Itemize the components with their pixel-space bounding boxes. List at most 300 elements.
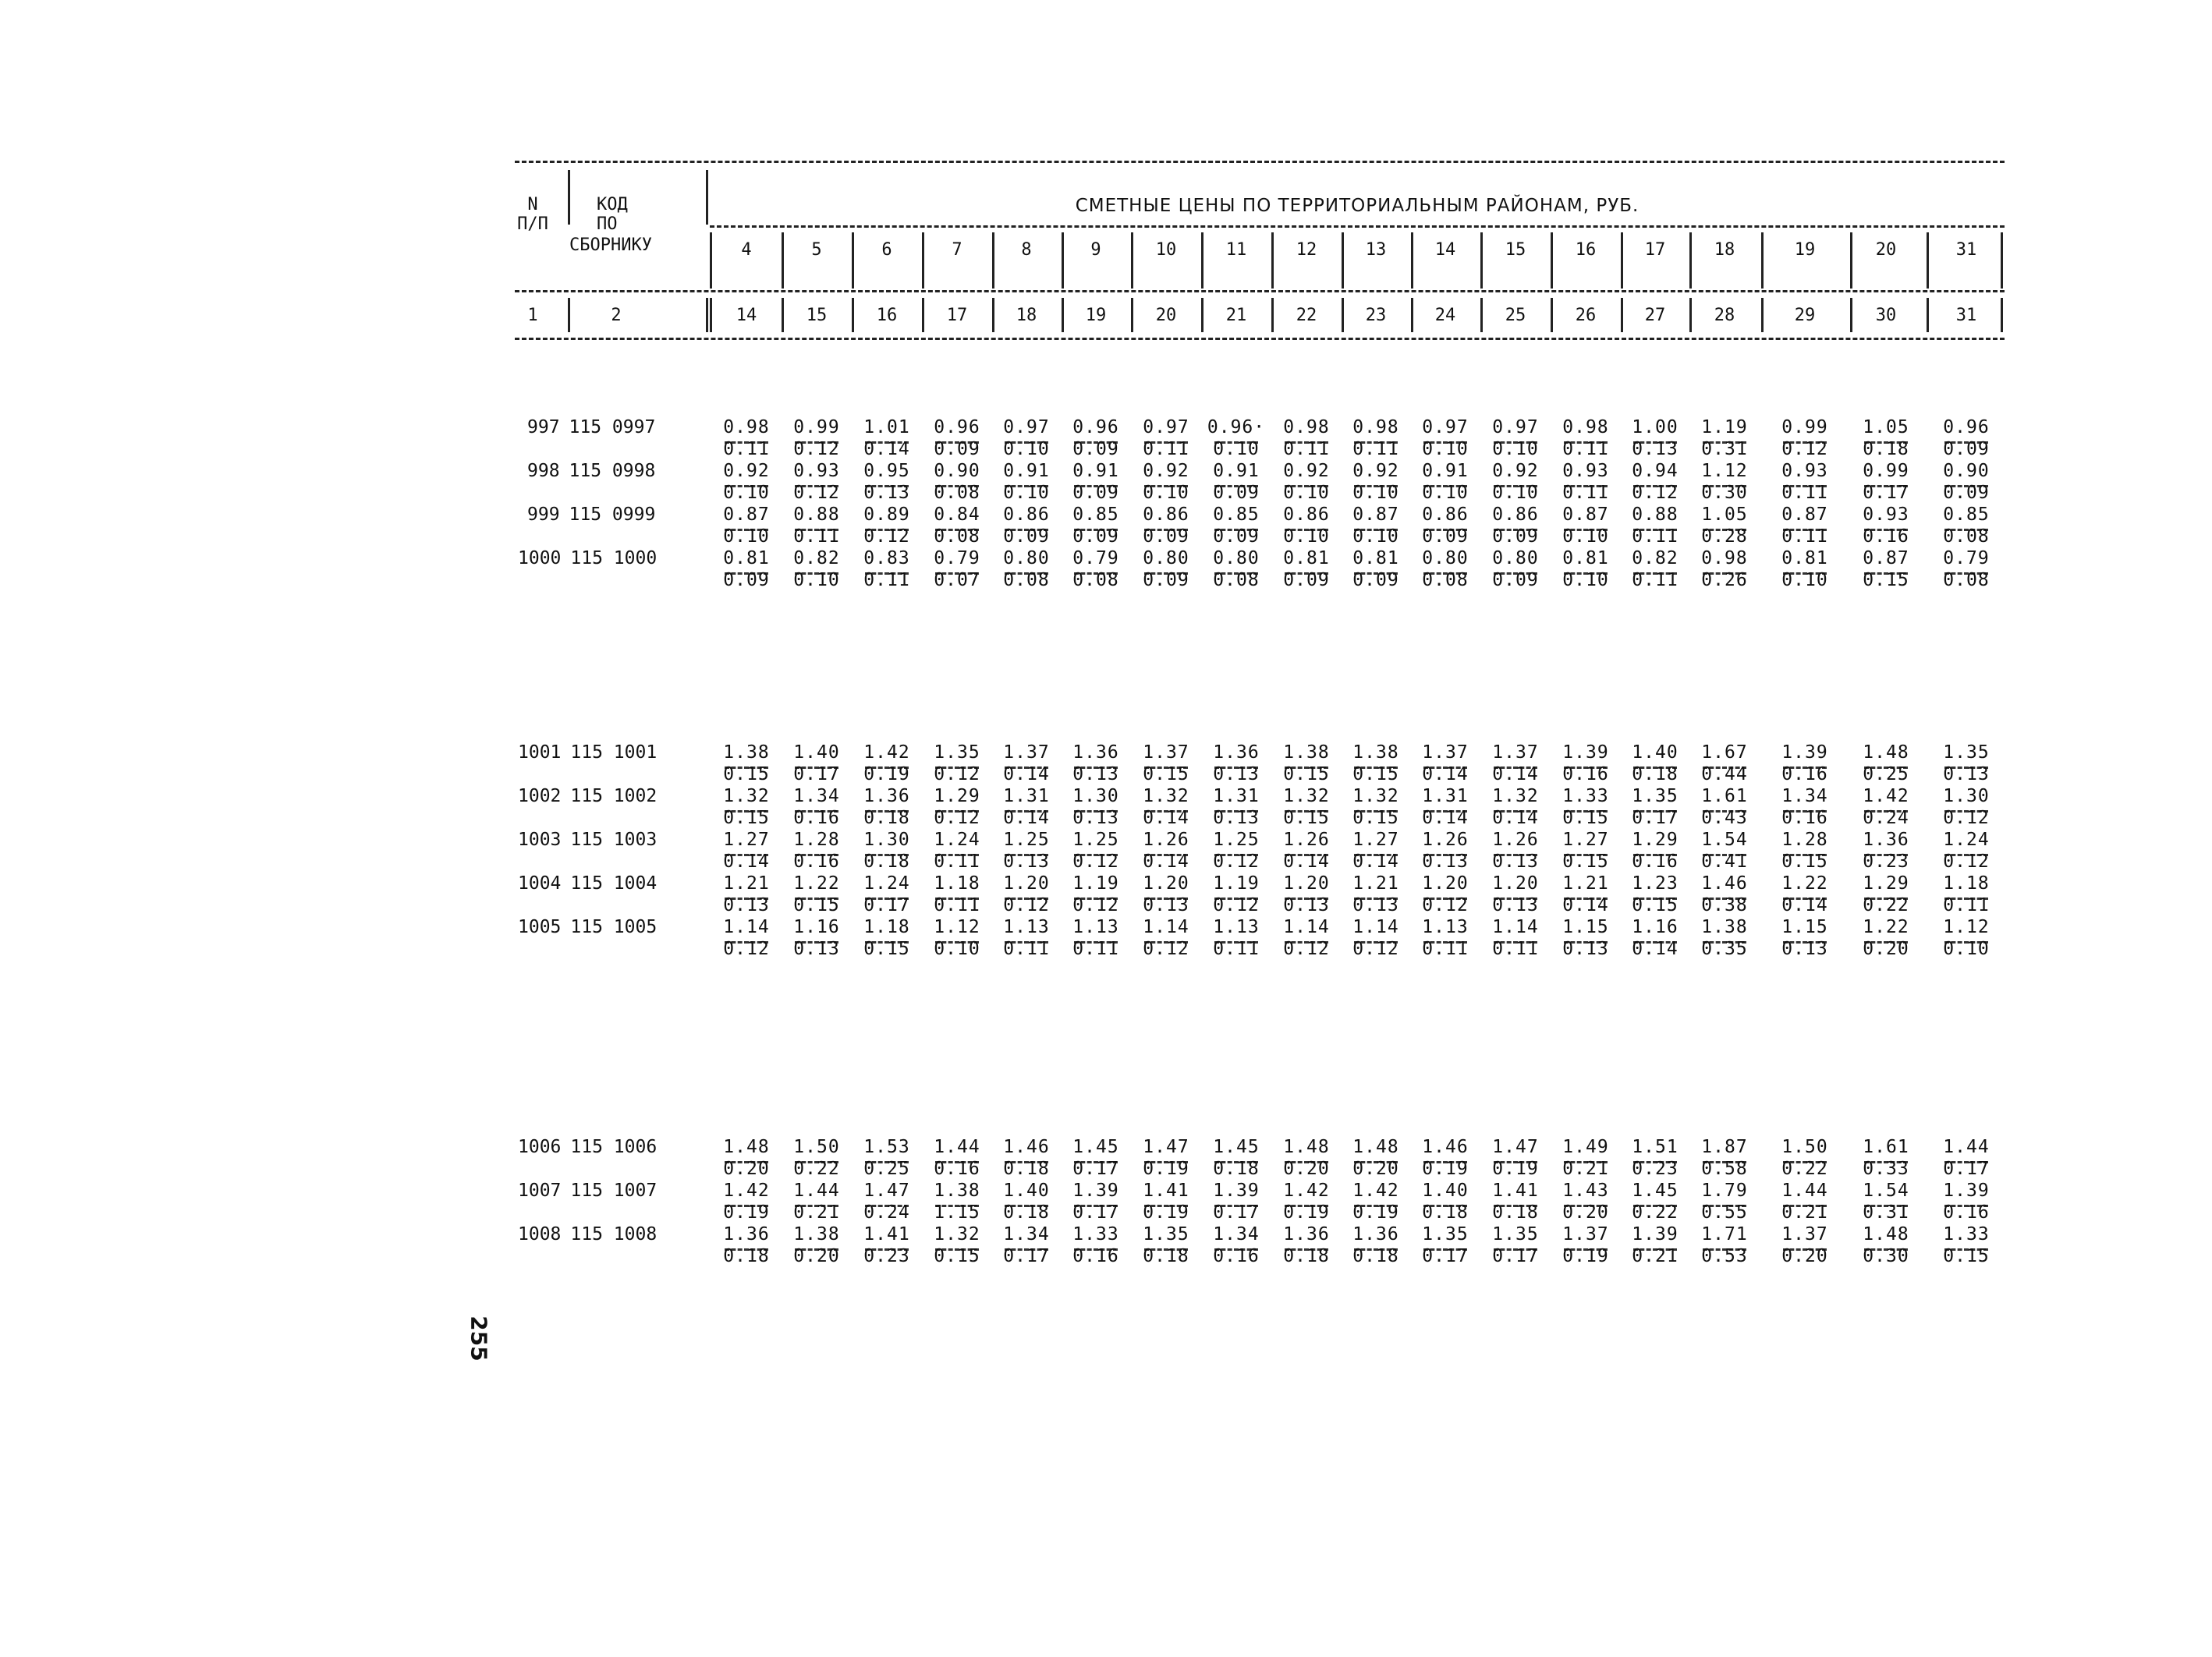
row-code: 115 0998: [569, 461, 656, 481]
price-cell: 0.93: [1863, 505, 1909, 525]
price-cell: 0.10: [723, 483, 770, 503]
price-cell: 1.45: [1072, 1137, 1119, 1157]
price-cell: 1.18: [863, 917, 910, 937]
index-cell-16: 16: [876, 306, 898, 325]
row-label: [518, 1224, 657, 1245]
index-cell-2: 2: [611, 306, 622, 325]
price-cell: 0.15: [1143, 764, 1189, 784]
price-cell: 0.82: [793, 548, 840, 568]
price-cell: 0.20: [723, 1159, 770, 1179]
price-cell: 0.09: [1352, 570, 1399, 590]
price-cell: 1.26: [1143, 830, 1189, 850]
district-header-20: 20: [1875, 240, 1897, 260]
price-cell: 0.86: [1492, 505, 1539, 525]
district-vbar: [1551, 232, 1553, 289]
index-vbar: [710, 298, 712, 332]
row-code: 115 1008: [570, 1224, 658, 1245]
price-cell: 0.13: [1632, 439, 1678, 459]
price-cell: 1.42: [1352, 1181, 1399, 1201]
price-cell: 0.17: [1213, 1202, 1260, 1223]
price-cell: 0.19: [1283, 1202, 1330, 1223]
price-cell: 0.17: [863, 895, 910, 915]
price-cell: 0.14: [1562, 895, 1609, 915]
index-vbar: [922, 298, 924, 332]
index-vbar: [782, 298, 784, 332]
price-cell: 0.13: [1352, 895, 1399, 915]
price-cell: 1.30: [1943, 786, 1990, 806]
price-cell: 0.12: [863, 526, 910, 547]
price-cell: 1.71: [1701, 1224, 1748, 1245]
price-cell: 0.18: [863, 852, 910, 872]
price-cell: 0.18: [1422, 1202, 1469, 1223]
price-cell: 1.27: [1562, 830, 1609, 850]
price-cell: 0.09: [1072, 483, 1119, 503]
price-cell: 0.10: [1492, 439, 1539, 459]
price-cell: 0.12: [793, 483, 840, 503]
price-cell: 0.20: [1352, 1159, 1399, 1179]
price-cell: 0.98: [1283, 417, 1330, 437]
price-cell: 0.12: [1283, 939, 1330, 959]
price-cell: 0.17: [1632, 808, 1678, 828]
price-cell: 0.10: [1213, 439, 1260, 459]
price-cell: 0.97: [1143, 417, 1189, 437]
header-bottom-rule: [515, 338, 2005, 340]
row-number: 999: [527, 505, 560, 525]
district-header-13: 13: [1365, 240, 1387, 260]
price-cell: 0.87: [1352, 505, 1399, 525]
index-vbar: [2001, 298, 2003, 332]
price-cell: 0.19: [723, 1202, 770, 1223]
price-cell: 1.01: [863, 417, 910, 437]
district-vbar: [1621, 232, 1623, 289]
price-cell: 0.92: [1143, 461, 1189, 481]
price-cell: 1.35: [1943, 742, 1990, 763]
price-cell: 0.15: [863, 939, 910, 959]
price-cell: 0.19: [1422, 1159, 1469, 1179]
price-cell: 0.15: [1352, 764, 1399, 784]
index-cell-20: 20: [1155, 306, 1177, 325]
price-cell: 0.25: [863, 1159, 910, 1179]
price-cell: 1.39: [1943, 1181, 1990, 1201]
price-cell: 0.18: [1632, 764, 1678, 784]
district-header-19: 19: [1794, 240, 1816, 260]
price-cell: 0.83: [863, 548, 910, 568]
price-cell: 0.12: [1003, 895, 1050, 915]
price-cell: 0.98: [1352, 417, 1399, 437]
price-cell: 1.27: [723, 830, 770, 850]
price-cell: 1.14: [1352, 917, 1399, 937]
price-cell: 0.80: [1422, 548, 1469, 568]
price-cell: 0.08: [1422, 570, 1469, 590]
row-number: 1003: [518, 830, 562, 850]
price-cell: 1.30: [863, 830, 910, 850]
index-cell-21: 21: [1225, 306, 1247, 325]
price-cell: 0.96: [1072, 417, 1119, 437]
price-cell: 1.35: [1492, 1224, 1539, 1245]
price-cell: 1.34: [793, 786, 840, 806]
district-header-15: 15: [1505, 240, 1526, 260]
price-cell: 1.37: [1492, 742, 1539, 763]
index-vbar: [1201, 298, 1203, 332]
price-cell: 0.19: [1492, 1159, 1539, 1179]
district-header-10: 10: [1155, 240, 1177, 260]
price-cell: 0.15: [1943, 1246, 1990, 1266]
header-code-line2: ПО: [597, 214, 618, 234]
price-cell: 0.15: [934, 1246, 980, 1266]
index-vbar: [1927, 298, 1929, 332]
header-code-line3: СБОРНИКУ: [569, 235, 652, 255]
price-cell: 1.40: [1632, 742, 1678, 763]
index-vbar: [1621, 298, 1623, 332]
price-cell: 0.93: [1781, 461, 1828, 481]
district-vbar: [1411, 232, 1413, 289]
price-cell: 0.13: [1072, 764, 1119, 784]
price-cell: 1.28: [793, 830, 840, 850]
price-cell: 1.33: [1072, 1224, 1119, 1245]
price-cell: 0.19: [1352, 1202, 1399, 1223]
district-rule: [710, 225, 2005, 228]
row-number: 1005: [518, 917, 562, 937]
price-cell: 1.24: [934, 830, 980, 850]
index-cell-22: 22: [1296, 306, 1317, 325]
price-cell: 1.29: [1863, 873, 1909, 894]
price-cell: 1.61: [1863, 1137, 1909, 1157]
price-cell: 0.86: [1143, 505, 1189, 525]
index-cell-29: 29: [1794, 306, 1816, 325]
price-cell: 0.31: [1701, 439, 1748, 459]
price-cell: 0.11: [934, 895, 980, 915]
price-cell: 0.91: [1003, 461, 1050, 481]
price-cell: 0.15: [723, 808, 770, 828]
price-cell: 1.26: [1283, 830, 1330, 850]
price-cell: 0.08: [1003, 570, 1050, 590]
index-vbar: [1342, 298, 1344, 332]
price-cell: 0.16: [1072, 1246, 1119, 1266]
price-cell: 1.14: [723, 917, 770, 937]
price-cell: 1.36: [863, 786, 910, 806]
price-cell: 0.19: [1562, 1246, 1609, 1266]
price-cell: 1.36: [1283, 1224, 1330, 1245]
price-cell: 0.92: [723, 461, 770, 481]
district-header-12: 12: [1296, 240, 1317, 260]
row-label: [518, 1137, 657, 1157]
price-cell: 0.10: [1003, 439, 1050, 459]
row-label: [527, 417, 655, 437]
price-cell: 0.81: [1562, 548, 1609, 568]
price-cell: 0.96·: [1207, 417, 1266, 437]
price-cell: 0.14: [1003, 808, 1050, 828]
price-cell: 0.10: [1352, 526, 1399, 547]
price-cell: 0.22: [1632, 1202, 1678, 1223]
price-cell: 1.38: [934, 1181, 980, 1201]
price-cell: 0.91: [1422, 461, 1469, 481]
price-cell: 1.19: [1701, 417, 1748, 437]
price-cell: 1.34: [1213, 1224, 1260, 1245]
district-header-4: 4: [741, 240, 752, 260]
price-cell: 0.09: [1072, 526, 1119, 547]
price-cell: 0.13: [1003, 852, 1050, 872]
price-cell: 1.24: [1943, 830, 1990, 850]
index-vbar: [1271, 298, 1274, 332]
price-cell: 0.15: [1632, 895, 1678, 915]
price-cell: 1.13: [1003, 917, 1050, 937]
price-cell: 1.53: [863, 1137, 910, 1157]
price-cell: 1.20: [1492, 873, 1539, 894]
header-title: СМЕТНЫЕ ЦЕНЫ ПО ТЕРРИТОРИАЛЬНЫМ РАЙОНАМ, РУБ.: [1075, 196, 1640, 216]
price-cell: 0.14: [1492, 808, 1539, 828]
row-number: 1001: [518, 742, 562, 763]
price-cell: 0.13: [1943, 764, 1990, 784]
row-code: 115 1007: [570, 1181, 658, 1201]
index-vbar: [568, 298, 570, 332]
price-cell: 0.21: [1781, 1202, 1828, 1223]
index-cell-18: 18: [1016, 306, 1037, 325]
price-cell: 1.79: [1701, 1181, 1748, 1201]
price-cell: 0.15: [1562, 852, 1609, 872]
price-cell: 1.49: [1562, 1137, 1609, 1157]
price-cell: 1.25: [1072, 830, 1119, 850]
row-code: 115 0999: [569, 505, 656, 525]
row-code: 115 1003: [570, 830, 658, 850]
index-cell-26: 26: [1575, 306, 1597, 325]
price-cell: 0.13: [1781, 939, 1828, 959]
price-cell: 1.36: [723, 1224, 770, 1245]
price-cell: 1.18: [934, 873, 980, 894]
price-cell: 1.13: [1422, 917, 1469, 937]
price-cell: 1.36: [1213, 742, 1260, 763]
price-cell: 1.20: [1143, 873, 1189, 894]
price-cell: 0.12: [934, 808, 980, 828]
price-cell: 0.13: [1143, 895, 1189, 915]
price-cell: 1.44: [1943, 1137, 1990, 1157]
price-cell: 1.36: [1863, 830, 1909, 850]
price-cell: 0.85: [1072, 505, 1119, 525]
row-number: 1007: [518, 1181, 562, 1201]
index-cell-25: 25: [1505, 306, 1526, 325]
index-vbar: [1850, 298, 1852, 332]
price-cell: 1.32: [1283, 786, 1330, 806]
price-cell: 0.18: [863, 808, 910, 828]
index-cell-28: 28: [1714, 306, 1735, 325]
index-vbar: [1062, 298, 1064, 332]
price-cell: 1.61: [1701, 786, 1748, 806]
price-cell: 1.38: [793, 1224, 840, 1245]
price-cell: 0.87: [1562, 505, 1609, 525]
price-cell: 0.19: [1143, 1159, 1189, 1179]
price-cell: 0.10: [1143, 483, 1189, 503]
row-code: 115 1002: [570, 786, 658, 806]
price-cell: 1.14: [1143, 917, 1189, 937]
price-cell: 0.14: [1003, 764, 1050, 784]
price-cell: 1.26: [1492, 830, 1539, 850]
price-cell: 0.98: [723, 417, 770, 437]
price-cell: 1.21: [1352, 873, 1399, 894]
row-label: [518, 742, 657, 763]
price-cell: 0.12: [1422, 895, 1469, 915]
price-cell: 1.19: [1213, 873, 1260, 894]
price-cell: 0.18: [723, 1246, 770, 1266]
price-cell: 1.20: [1283, 873, 1330, 894]
price-cell: 0.81: [1352, 548, 1399, 568]
price-cell: 0.30: [1701, 483, 1748, 503]
price-cell: 0.28: [1701, 526, 1748, 547]
price-cell: 0.88: [1632, 505, 1678, 525]
price-cell: 1.05: [1701, 505, 1748, 525]
price-cell: 0.82: [1632, 548, 1678, 568]
row-label: [527, 461, 655, 481]
price-cell: 1.48: [1863, 1224, 1909, 1245]
price-cell: 0.13: [1492, 895, 1539, 915]
price-cell: 1.46: [1422, 1137, 1469, 1157]
price-cell: 1.31: [1003, 786, 1050, 806]
price-cell: 0.13: [1072, 808, 1119, 828]
district-vbar: [852, 232, 854, 289]
price-cell: 1.16: [793, 917, 840, 937]
price-cell: 0.15: [1781, 852, 1828, 872]
price-cell: 0.97: [1003, 417, 1050, 437]
price-cell: 0.09: [1143, 570, 1189, 590]
row-number: 997: [527, 417, 560, 437]
price-cell: 0.18: [1863, 439, 1909, 459]
price-cell: 0.10: [1352, 483, 1399, 503]
district-header-5: 5: [811, 240, 822, 260]
price-cell: 0.10: [1422, 439, 1469, 459]
row-code: 115 0997: [569, 417, 656, 437]
index-vbar: [852, 298, 854, 332]
index-cell-14: 14: [736, 306, 757, 325]
row-code: 115 1004: [570, 873, 658, 894]
row-number: 1000: [518, 548, 562, 568]
price-cell: 0.21: [1562, 1159, 1609, 1179]
price-cell: 0.98: [1562, 417, 1609, 437]
price-cell: 1.13: [1072, 917, 1119, 937]
price-cell: 1.48: [723, 1137, 770, 1157]
price-cell: 0.12: [1213, 895, 1260, 915]
price-cell: 1.39: [1213, 1181, 1260, 1201]
price-cell: 0.11: [1072, 939, 1119, 959]
price-cell: 1.29: [1632, 830, 1678, 850]
price-cell: 1.22: [1781, 873, 1828, 894]
row-number: 1002: [518, 786, 562, 806]
price-cell: 0.16: [793, 808, 840, 828]
price-cell: 0.92: [1352, 461, 1399, 481]
price-cell: 1.12: [934, 917, 980, 937]
price-cell: 0.89: [863, 505, 910, 525]
index-vbar: [1131, 298, 1133, 332]
price-cell: 0.90: [934, 461, 980, 481]
price-cell: 0.10: [1562, 526, 1609, 547]
header-num-line1: N: [527, 195, 538, 214]
price-cell: 0.08: [1943, 570, 1990, 590]
price-cell: 1.20: [1003, 873, 1050, 894]
price-cell: 0.15: [1352, 808, 1399, 828]
price-cell: 0.86: [1422, 505, 1469, 525]
price-cell: 1.14: [1283, 917, 1330, 937]
price-cell: 0.79: [1943, 548, 1990, 568]
price-cell: 0.11: [1632, 570, 1678, 590]
price-cell: 0.18: [1352, 1246, 1399, 1266]
price-cell: 0.12: [1072, 852, 1119, 872]
district-vbar: [922, 232, 924, 289]
price-cell: 1.27: [1352, 830, 1399, 850]
price-cell: 0.86: [1003, 505, 1050, 525]
price-cell: 0.09: [1072, 439, 1119, 459]
price-cell: 0.98: [1701, 548, 1748, 568]
price-cell: 0.31: [1863, 1202, 1909, 1223]
price-cell: 1.13: [1213, 917, 1260, 937]
index-vbar: [1480, 298, 1483, 332]
price-cell: 1.35: [1143, 1224, 1189, 1245]
price-cell: 0.15: [1863, 570, 1909, 590]
price-cell: 0.15: [1562, 808, 1609, 828]
price-cell: 0.99: [793, 417, 840, 437]
price-cell: 0.10: [723, 526, 770, 547]
district-vbar: [1271, 232, 1274, 289]
price-cell: 0.97: [1492, 417, 1539, 437]
price-cell: 1.32: [934, 1224, 980, 1245]
price-cell: 0.81: [1283, 548, 1330, 568]
index-cell-19: 19: [1085, 306, 1107, 325]
price-cell: 0.22: [1781, 1159, 1828, 1179]
price-cell: 1.14: [1492, 917, 1539, 937]
price-cell: 1.26: [1422, 830, 1469, 850]
index-cell-1: 1: [527, 306, 538, 325]
price-cell: 0.87: [723, 505, 770, 525]
price-cell: 1.42: [723, 1181, 770, 1201]
price-cell: 0.13: [863, 483, 910, 503]
price-cell: 1.12: [1701, 461, 1748, 481]
price-cell: 0.87: [1781, 505, 1828, 525]
district-vbar: [1131, 232, 1133, 289]
price-cell: 0.24: [1863, 808, 1909, 828]
price-cell: 1.44: [1781, 1181, 1828, 1201]
price-cell: 0.11: [1213, 939, 1260, 959]
price-cell: 0.16: [1781, 808, 1828, 828]
price-cell: 0.80: [1492, 548, 1539, 568]
price-cell: 1.15: [1562, 917, 1609, 937]
price-cell: 1.38: [1352, 742, 1399, 763]
district-vbar: [1850, 232, 1852, 289]
price-cell: 0.15: [793, 895, 840, 915]
price-cell: 1.31: [1422, 786, 1469, 806]
index-vbar: [992, 298, 994, 332]
price-cell: 1.47: [1492, 1137, 1539, 1157]
price-cell: 1.67: [1701, 742, 1748, 763]
price-cell: 0.22: [793, 1159, 840, 1179]
price-cell: 0.08: [934, 483, 980, 503]
row-label: [527, 505, 655, 525]
price-cell: 0.08: [934, 526, 980, 547]
price-cell: 1.31: [1213, 786, 1260, 806]
price-cell: 1.30: [1072, 786, 1119, 806]
price-cell: 0.17: [1072, 1159, 1119, 1179]
header-num-line2: П/П: [517, 214, 548, 234]
price-cell: 0.12: [1943, 852, 1990, 872]
price-cell: 0.11: [1562, 439, 1609, 459]
price-cell: 0.10: [793, 570, 840, 590]
price-cell: 0.16: [1562, 764, 1609, 784]
price-cell: 0.13: [1422, 852, 1469, 872]
price-cell: 0.11: [1632, 526, 1678, 547]
price-cell: 1.40: [1422, 1181, 1469, 1201]
price-cell: 1.40: [793, 742, 840, 763]
price-cell: 0.08: [1072, 570, 1119, 590]
price-cell: 1.39: [1072, 1181, 1119, 1201]
index-vbar: [706, 298, 708, 332]
price-cell: 1.44: [934, 1137, 980, 1157]
price-cell: 0.23: [863, 1246, 910, 1266]
price-cell: 1.25: [1213, 830, 1260, 850]
